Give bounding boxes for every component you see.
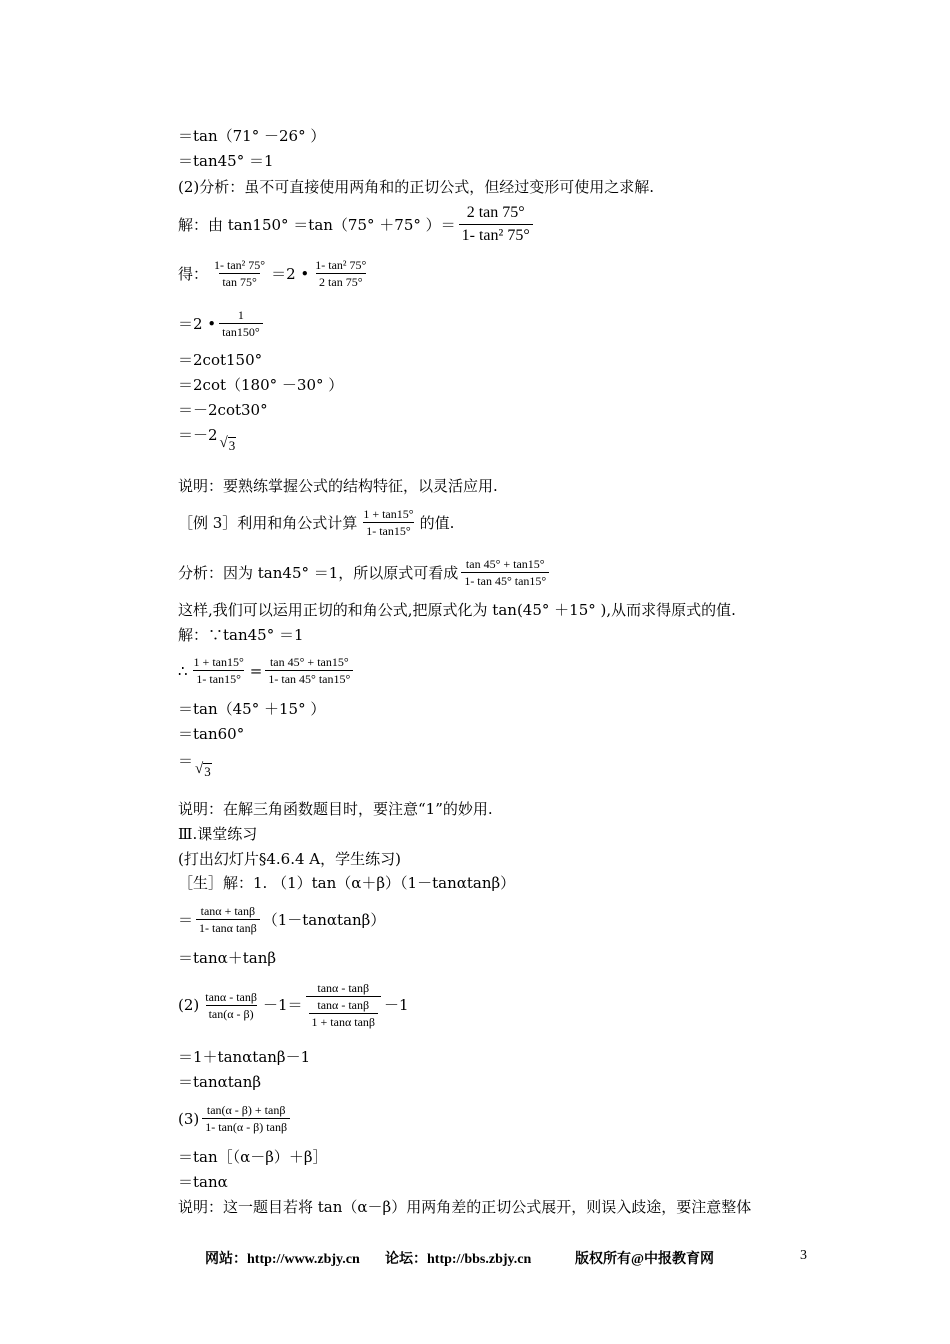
numerator: 1 + tan15° [193, 655, 244, 669]
equation-line [178, 1147, 328, 1167]
text: 分析：因为 tan45° ＝1，所以原式可看成 [178, 563, 459, 582]
equation-line [178, 400, 268, 420]
radicand: 3 [228, 438, 236, 453]
denominator: tan 75° [219, 273, 259, 290]
equation-line [178, 425, 236, 453]
equation-line [178, 751, 212, 779]
text: 说明：要熟练掌握公式的结构特征，以灵活应用. [178, 477, 498, 495]
fraction [360, 506, 416, 539]
numerator: tan 45° + tan15° [269, 655, 349, 669]
paragraph [178, 849, 401, 869]
numerator: tanα - tanβ [317, 998, 370, 1012]
text: (2) [178, 996, 200, 1014]
text: ＝ [178, 910, 194, 929]
radical-sign: √ [195, 761, 204, 777]
text: 说明：在解三角函数题目时，要注意“1”的妙用. [178, 800, 493, 818]
equation-line [178, 699, 325, 719]
footer-site-link[interactable]: 网站：http://www.zbjy.cn [205, 1252, 360, 1267]
denominator: tan150° [219, 323, 262, 340]
square-root [220, 433, 237, 453]
square-root [195, 759, 212, 779]
text: ＝tanα [178, 1173, 228, 1191]
denominator: 1- tan 45° tan15° [265, 670, 353, 687]
text: ＝－2 [178, 426, 218, 444]
inner-fraction [309, 997, 378, 1030]
text: 的值. [419, 513, 455, 532]
equation-line [178, 1172, 228, 1192]
paragraph [178, 556, 552, 589]
text: ＝2 • [178, 314, 217, 333]
equation-line [178, 625, 304, 645]
text: ＝tanα＋tanβ [178, 949, 277, 967]
text: 解：∵tan45° ＝1 [178, 626, 304, 644]
numerator: 1 + tan15° [363, 507, 414, 521]
text: ＝tanαtanβ [178, 1073, 262, 1091]
text: 说明：这一题目若将 tan（α－β）用两角差的正切公式展开，则误入歧途，要注意整体 [178, 1198, 752, 1216]
text: (2)分析：虽不可直接使用两角和的正切公式，但经过变形可使用之求解. [178, 178, 655, 196]
numerator: 1- tan² 75° [315, 258, 367, 272]
denominator: 1- tan 45° tan15° [461, 572, 549, 589]
equation-line [178, 724, 244, 744]
text: －1 [384, 996, 409, 1014]
numerator: tanα - tanβ [317, 981, 370, 995]
equation-line [178, 903, 385, 936]
denominator: 1- tan15° [193, 670, 243, 687]
paragraph [178, 873, 515, 893]
text: (3) [178, 1109, 200, 1128]
text: ＝ [178, 752, 194, 770]
text: ∴ [178, 661, 188, 680]
text: ＝1＋tanαtanβ－1 [178, 1048, 311, 1066]
text: ＝tan60° [178, 725, 245, 743]
equation-line [178, 948, 276, 968]
text: ＝tan（45° ＋15° ） [178, 700, 326, 718]
denominator: 1- tanα tanβ [196, 919, 260, 936]
text: ＝2cot150° [178, 351, 263, 369]
text: Ⅲ.课堂练习 [178, 825, 258, 843]
denominator: tan(α - β) [206, 1005, 257, 1022]
page-number: 3 [800, 1248, 807, 1263]
text: ＝2 • [271, 264, 310, 283]
radical-sign: √ [219, 435, 228, 451]
text: （1－tanαtanβ） [262, 910, 386, 929]
radicand: 3 [204, 764, 211, 779]
fraction [211, 257, 268, 290]
text: 得： [178, 264, 209, 283]
paragraph [178, 177, 654, 197]
fraction [461, 556, 549, 589]
compound-fraction [306, 980, 381, 1030]
paragraph [178, 1197, 751, 1217]
numerator: 2 tan 75° [466, 204, 525, 221]
text: 这样,我们可以运用正切的和角公式,把原式化为 tan(45° ＋15° ),从而求得原式的值. [178, 601, 736, 619]
equation-line [178, 151, 274, 171]
denominator: 2 tan 75° [316, 273, 365, 290]
example-heading [178, 506, 454, 539]
equation-line [178, 1102, 293, 1135]
denominator [306, 996, 381, 1030]
section-heading [178, 824, 257, 844]
fraction [459, 202, 533, 247]
fraction [202, 1102, 290, 1135]
paragraph [178, 476, 498, 496]
fraction [219, 307, 262, 340]
text: ［例 3］利用和角公式计算 [178, 513, 358, 532]
denominator: 1 + tanα tanβ [309, 1013, 378, 1030]
text: ＝tan（71° －26° ） [178, 127, 326, 145]
equation-line [178, 202, 536, 247]
fraction [191, 654, 247, 687]
equation-line [178, 980, 409, 1030]
paragraph [178, 799, 493, 819]
equation-line [178, 1047, 310, 1067]
equation-line [178, 126, 325, 146]
equation-line [178, 350, 262, 370]
footer-copyright: 版权所有@中报教育网 [575, 1252, 715, 1267]
text: = [249, 661, 263, 680]
fraction [265, 654, 353, 687]
numerator: tanα - tanβ [205, 989, 257, 1004]
footer-forum-link[interactable]: 论坛：http://bbs.zbjy.cn [385, 1252, 532, 1267]
numerator: 1 [237, 308, 244, 322]
equation-line [178, 307, 266, 340]
numerator: 1- tan² 75° [214, 258, 266, 272]
text: ＝－2cot30° [178, 401, 268, 419]
equation-line [178, 375, 343, 395]
equation-line [178, 654, 356, 687]
text: ＝2cot（180° －30° ） [178, 376, 344, 394]
numerator: tanα + tanβ [200, 904, 256, 918]
equation-line [178, 257, 372, 290]
text: ［生］解：1. （1）tan（α＋β）（1－tanαtanβ） [178, 874, 516, 892]
text: (打出幻灯片§4.6.4 A，学生练习) [178, 850, 401, 868]
fraction [312, 257, 369, 290]
text: ＝tan45° ＝1 [178, 152, 274, 170]
numerator: tan(α - β) + tanβ [206, 1103, 286, 1117]
text: －1＝ [262, 996, 303, 1014]
denominator: 1- tan² 75° [459, 224, 533, 247]
fraction [202, 989, 260, 1022]
text: ＝tan［（α－β）＋β］ [178, 1148, 328, 1166]
paragraph [178, 600, 736, 620]
fraction [196, 903, 260, 936]
numerator: tan 45° + tan15° [465, 557, 545, 571]
denominator: 1- tan(α - β) tanβ [202, 1118, 290, 1135]
equation-line [178, 1072, 261, 1092]
text: 解：由 tan150° ＝tan（75° ＋75° ）＝ [178, 215, 456, 234]
denominator: 1- tan15° [363, 522, 413, 539]
